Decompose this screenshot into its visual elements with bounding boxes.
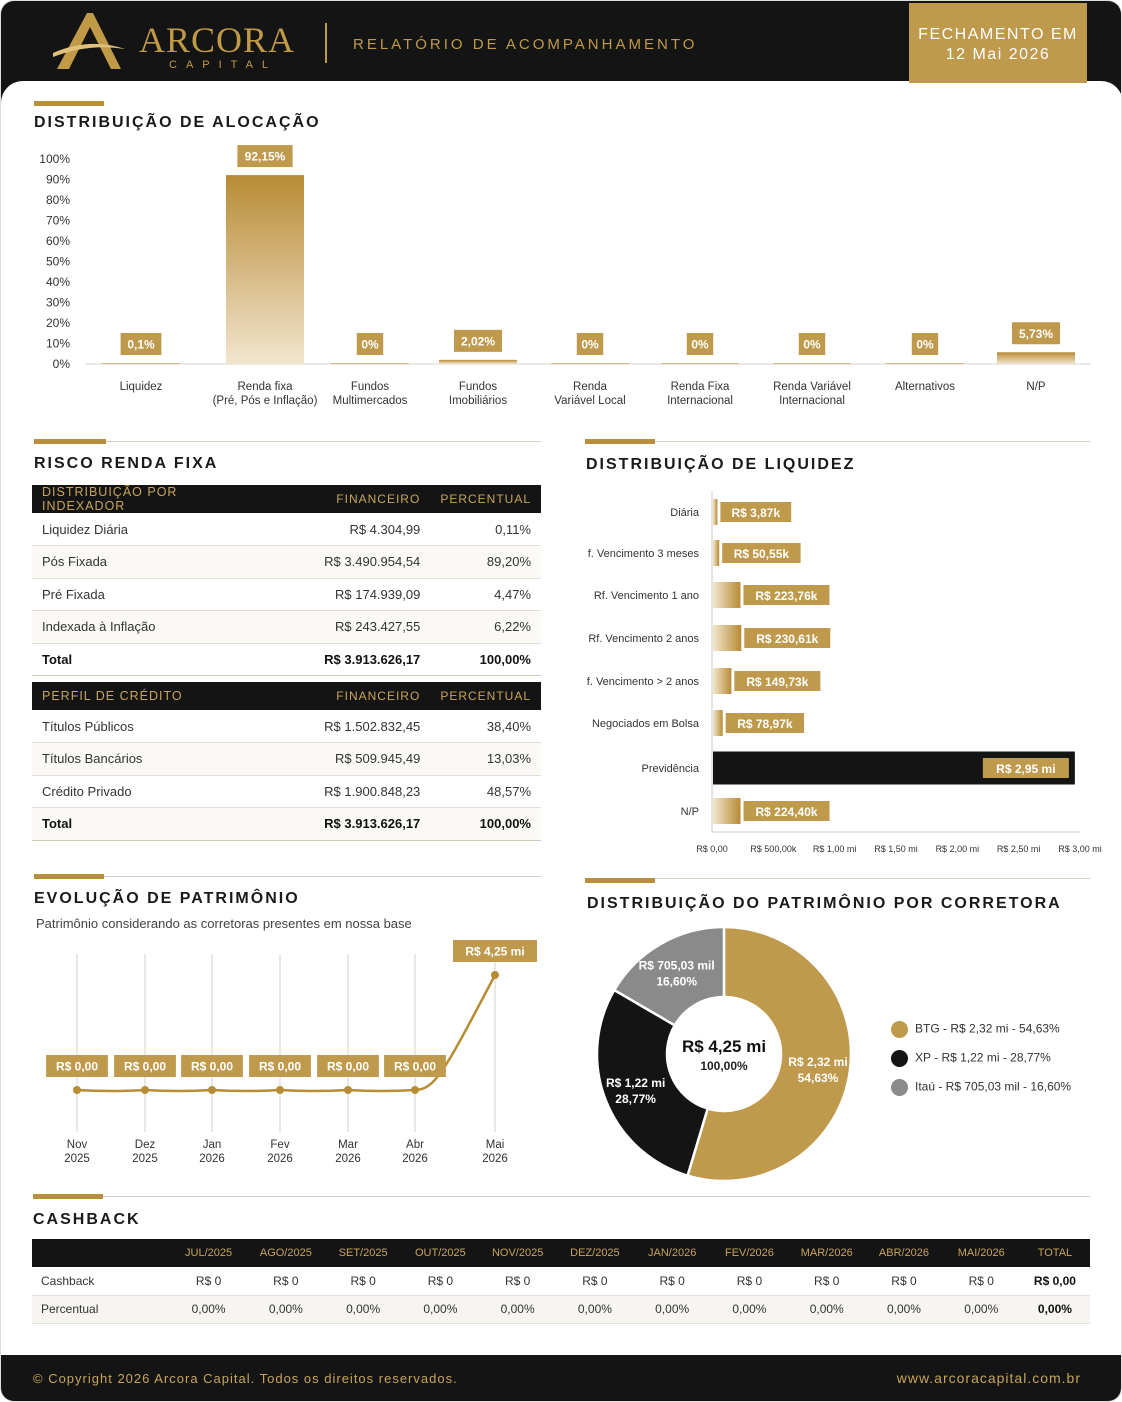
col-header: NOV/2025 <box>479 1239 556 1267</box>
x-tick-label: R$ 3,00 mi <box>1058 844 1102 854</box>
x-tick-label: 2026 <box>267 1153 293 1165</box>
data-label: 0% <box>581 337 599 352</box>
col-header: PERFIL DE CRÉDITO <box>32 682 271 710</box>
cell: R$ 3.913.626,17 <box>271 643 430 676</box>
cell: 38,40% <box>430 710 541 743</box>
table-row <box>32 743 541 776</box>
legend-swatch <box>891 1079 908 1096</box>
legend-label: Itaú - R$ 705,03 mil - 16,60% <box>915 1079 1072 1094</box>
col-header: PERCENTUAL <box>430 682 541 710</box>
arcora-logo-icon <box>49 9 129 73</box>
section-rule <box>106 441 541 442</box>
y-tick-label: 0% <box>52 357 70 371</box>
x-tick-label: Variável Local <box>554 395 626 407</box>
cell: R$ 3.913.626,17 <box>271 808 431 841</box>
data-point <box>73 1086 81 1094</box>
slice-label: 16,60% <box>656 974 698 989</box>
cell: 100,00% <box>430 643 541 676</box>
bar <box>773 363 851 364</box>
bar <box>551 363 629 364</box>
brokers-donut-chart <box>591 919 861 1189</box>
evolution-subtitle: Patrimônio considerando as corretoras presentes em nossa base <box>36 916 412 931</box>
cell: Pré Fixada <box>32 578 271 611</box>
y-tick-label: Negociados em Bolsa <box>591 718 699 730</box>
liquidity-title: DISTRIBUIÇÃO DE LIQUIDEZ <box>586 456 856 473</box>
cell: R$ 1.502.832,45 <box>271 710 431 743</box>
cell: R$ 0 <box>556 1267 633 1295</box>
table-row <box>32 775 541 808</box>
data-label: R$ 230,61k <box>756 632 819 646</box>
x-tick-label: Dez <box>134 1139 156 1151</box>
risk-title: RISCO RENDA FIXA <box>34 455 219 472</box>
y-tick-label: f. Vencimento > 2 anos <box>586 676 699 688</box>
x-tick-label: Renda Variável <box>773 381 851 393</box>
data-label: 0% <box>691 337 709 352</box>
x-tick-label: Renda fixa <box>237 381 293 393</box>
bar <box>886 363 964 364</box>
brand-name: ARCORA <box>139 20 296 60</box>
brand-subtitle: CAPITAL <box>169 59 278 71</box>
data-label: R$ 3,87k <box>731 506 781 520</box>
col-header <box>32 1239 170 1267</box>
table-row <box>32 513 541 546</box>
x-tick-label: R$ 1,50 mi <box>874 844 918 854</box>
cell: 0,00% <box>170 1295 247 1323</box>
data-label: R$ 224,40k <box>755 805 818 819</box>
cell: R$ 0 <box>170 1267 247 1295</box>
cell: Total <box>32 643 271 676</box>
legend-label: XP - R$ 1,22 mi - 28,77% <box>915 1050 1051 1065</box>
data-label: 2,02% <box>460 334 496 349</box>
table-row <box>32 710 541 743</box>
donut-center-value: R$ 4,25 mi <box>681 1037 767 1056</box>
cell: R$ 174.939,09 <box>271 578 430 611</box>
y-tick-label: 30% <box>45 295 70 310</box>
cell: R$ 0 <box>479 1267 556 1295</box>
cell: 0,00% <box>247 1295 324 1323</box>
data-point <box>411 1086 419 1094</box>
col-header: DISTRIBUIÇÃO POR INDEXADOR <box>32 485 271 513</box>
y-tick-label: 70% <box>45 213 70 228</box>
legend-item-btg <box>891 1021 1060 1038</box>
cell: 0,00% <box>402 1295 479 1323</box>
col-header: DEZ/2025 <box>556 1239 633 1267</box>
closing-date-label: FECHAMENTO EM <box>918 26 1078 43</box>
cell: R$ 0 <box>865 1267 942 1295</box>
cell: R$ 0 <box>711 1267 788 1295</box>
cell: 6,22% <box>430 611 541 644</box>
bar <box>997 352 1075 364</box>
cell: R$ 0 <box>943 1267 1020 1295</box>
data-label: 5,73% <box>1018 326 1054 341</box>
col-header: PERCENTUAL <box>430 485 541 513</box>
cell: R$ 4.304,99 <box>271 513 430 546</box>
section-rule <box>103 1196 1090 1197</box>
col-header: FEV/2026 <box>711 1239 788 1267</box>
y-tick-label: 10% <box>45 336 70 351</box>
x-tick-label: Fev <box>270 1139 290 1151</box>
evolution-chart <box>31 936 551 1176</box>
cell: 0,00% <box>943 1295 1020 1323</box>
data-label: 0% <box>803 337 821 352</box>
legend-item-itau <box>891 1079 1071 1096</box>
cell: Total <box>32 808 271 841</box>
section-accent <box>33 1194 103 1199</box>
table-row <box>32 611 541 644</box>
legend-swatch <box>891 1050 908 1067</box>
table-row <box>32 578 541 611</box>
data-label: R$ 0,00 <box>123 1059 167 1074</box>
col-header: JAN/2026 <box>634 1239 711 1267</box>
cell: 0,00% <box>1020 1295 1090 1323</box>
data-label: R$ 50,55k <box>733 547 790 561</box>
data-label: R$ 149,73k <box>746 675 809 689</box>
cell: 48,57% <box>430 775 541 808</box>
data-label: R$ 78,97k <box>737 717 793 731</box>
legend-label: BTG - R$ 2,32 mi - 54,63% <box>915 1021 1060 1036</box>
section-rule <box>655 878 1090 879</box>
x-tick-label: (Pré, Pós e Inflação) <box>212 395 318 407</box>
total-row <box>32 643 541 676</box>
x-tick-label: R$ 1,00 mi <box>812 844 857 854</box>
y-tick-label: 50% <box>45 254 70 269</box>
col-header: MAR/2026 <box>788 1239 865 1267</box>
cell: Indexada à Inflação <box>32 611 271 644</box>
bar <box>331 363 409 364</box>
data-label: R$ 0,00 <box>55 1059 99 1074</box>
col-header: TOTAL <box>1020 1239 1090 1267</box>
x-tick-label: Jan <box>202 1139 222 1151</box>
y-tick-label: Diária <box>670 507 699 519</box>
cell: R$ 243.427,55 <box>271 611 430 644</box>
x-tick-label: R$ 2,00 mi <box>935 844 980 854</box>
indexer-table <box>32 485 541 676</box>
cell: Liquidez Diária <box>32 513 271 546</box>
x-tick-label: 2026 <box>335 1153 361 1165</box>
slice-label: R$ 1,22 mi <box>605 1075 666 1090</box>
section-accent <box>585 439 655 444</box>
report-title: RELATÓRIO DE ACOMPANHAMENTO <box>353 36 698 53</box>
cell: 0,00% <box>711 1295 788 1323</box>
section-accent <box>34 439 106 444</box>
total-row <box>32 808 541 841</box>
table-row <box>32 546 541 579</box>
legend-item-xp <box>891 1050 1051 1067</box>
bar <box>102 363 180 364</box>
slice-label: R$ 2,32 mi <box>788 1054 848 1069</box>
y-tick-label: Previdência <box>641 763 699 775</box>
cell: R$ 0 <box>788 1267 865 1295</box>
closing-date-value: 12 Mai 2026 <box>945 46 1051 63</box>
x-tick-label: 2026 <box>482 1153 508 1165</box>
section-rule <box>655 441 1090 442</box>
cell: 0,00% <box>324 1295 401 1323</box>
slice-label: R$ 705,03 mil <box>638 958 715 973</box>
bar <box>713 710 723 736</box>
data-point <box>276 1086 284 1094</box>
cell: R$ 3.490.954,54 <box>271 546 430 579</box>
data-label: R$ 223,76k <box>755 589 818 603</box>
y-tick-label: Rf. Vencimento 1 ano <box>593 590 699 602</box>
y-tick-label: 90% <box>45 172 70 187</box>
section-accent <box>585 878 655 883</box>
bar <box>661 363 739 364</box>
y-tick-label: f. Vencimento 3 meses <box>587 548 699 560</box>
data-point <box>344 1086 352 1094</box>
table-row <box>32 1267 1090 1295</box>
section-accent <box>34 874 104 879</box>
cell: 100,00% <box>430 808 541 841</box>
x-tick-label: R$ 0,00 <box>696 844 728 854</box>
x-tick-label: Fundos <box>458 381 498 393</box>
cell: 0,00% <box>865 1295 942 1323</box>
table-row <box>32 1295 1090 1323</box>
data-label: R$ 2,95 mi <box>996 762 1056 776</box>
x-tick-label: Multimercados <box>332 395 408 407</box>
data-label: R$ 0,00 <box>393 1059 437 1074</box>
x-tick-label: N/P <box>1026 381 1046 393</box>
x-tick-label: Mai <box>485 1139 505 1151</box>
cell: 89,20% <box>430 546 541 579</box>
cell: Cashback <box>32 1267 170 1295</box>
donut-center-pct: 100,00% <box>700 1059 748 1073</box>
data-point <box>141 1086 149 1094</box>
cell: 0,00% <box>634 1295 711 1323</box>
bar <box>713 798 741 824</box>
x-tick-label: Imobiliários <box>448 395 508 407</box>
x-tick-label: Alternativos <box>894 381 956 393</box>
x-tick-label: 2026 <box>199 1153 225 1165</box>
x-tick-label: Abr <box>406 1139 424 1151</box>
section-rule <box>104 876 541 877</box>
x-tick-label: R$ 2,50 mi <box>996 844 1041 854</box>
cell: R$ 0 <box>247 1267 324 1295</box>
brokers-title: DISTRIBUIÇÃO DO PATRIMÔNIO POR CORRETORA <box>587 895 1062 912</box>
y-tick-label: 80% <box>45 193 70 207</box>
footer-bar <box>1 1355 1122 1402</box>
bar <box>713 625 741 651</box>
cell: Percentual <box>32 1295 170 1323</box>
header-curve <box>1 81 1122 141</box>
x-tick-label: Internacional <box>779 395 845 407</box>
bar <box>713 668 731 694</box>
bar <box>713 582 740 608</box>
x-tick-label: 2026 <box>402 1153 428 1165</box>
cell: 0,00% <box>788 1295 865 1323</box>
cell: R$ 0 <box>324 1267 401 1295</box>
y-tick-label: 40% <box>45 275 70 289</box>
cell: 0,00% <box>479 1295 556 1323</box>
data-label: R$ 0,00 <box>326 1059 370 1074</box>
cell: 13,03% <box>430 743 541 776</box>
slice-label: 28,77% <box>615 1091 656 1106</box>
bar <box>713 540 719 566</box>
x-tick-label: 2025 <box>64 1153 90 1165</box>
y-tick-label: 20% <box>45 316 70 330</box>
evolution-title: EVOLUÇÃO DE PATRIMÔNIO <box>34 890 300 907</box>
cell: R$ 0 <box>634 1267 711 1295</box>
slice-label: 54,63% <box>797 1070 839 1085</box>
data-point <box>208 1086 216 1094</box>
data-label: R$ 4,25 mi <box>465 944 525 959</box>
x-tick-label: Fundos <box>350 381 390 393</box>
x-tick-label: Liquidez <box>119 381 163 393</box>
cell: Títulos Públicos <box>32 710 271 743</box>
credit-table <box>32 682 541 841</box>
col-header: FINANCEIRO <box>271 682 431 710</box>
copyright-text: © Copyright 2026 Arcora Capital. Todos os direitos reservados. <box>33 1371 458 1386</box>
col-header: MAI/2026 <box>943 1239 1020 1267</box>
cell: R$ 0,00 <box>1020 1267 1090 1295</box>
cell: R$ 0 <box>402 1267 479 1295</box>
bar <box>713 499 717 525</box>
closing-date-box <box>909 3 1087 83</box>
col-header: OUT/2025 <box>402 1239 479 1267</box>
y-tick-label: 100% <box>39 152 70 166</box>
data-label: 92,15% <box>244 149 286 164</box>
liquidity-chart <box>561 481 1111 861</box>
legend-swatch <box>891 1021 908 1038</box>
data-label: 0% <box>361 337 379 352</box>
y-tick-label: Rf. Vencimento 2 anos <box>588 633 699 645</box>
data-label: 0,1% <box>127 337 155 352</box>
cell: 0,00% <box>556 1295 633 1323</box>
x-tick-label: Mar <box>338 1139 358 1151</box>
col-header: ABR/2026 <box>865 1239 942 1267</box>
allocation-chart <box>1 141 1122 421</box>
header-divider <box>325 23 327 63</box>
data-label: R$ 0,00 <box>190 1059 234 1074</box>
bar <box>439 360 517 364</box>
cell: R$ 509.945,49 <box>271 743 431 776</box>
col-header: FINANCEIRO <box>271 485 430 513</box>
y-tick-label: 60% <box>45 234 70 248</box>
data-label: 0% <box>916 337 934 352</box>
x-tick-label: Renda Fixa <box>670 381 730 393</box>
cell: 0,11% <box>430 513 541 546</box>
x-tick-label: Nov <box>66 1139 88 1151</box>
cell: Pós Fixada <box>32 546 271 579</box>
x-tick-label: R$ 500,00k <box>750 844 797 854</box>
col-header: SET/2025 <box>324 1239 401 1267</box>
x-tick-label: Renda <box>573 381 607 393</box>
col-header: AGO/2025 <box>247 1239 324 1267</box>
x-tick-label: 2025 <box>132 1153 158 1165</box>
cell: Crédito Privado <box>32 775 271 808</box>
y-tick-label: N/P <box>680 806 699 818</box>
cashback-table <box>32 1239 1090 1324</box>
x-tick-label: Internacional <box>667 395 733 407</box>
data-point <box>491 971 499 979</box>
col-header: JUL/2025 <box>170 1239 247 1267</box>
website-link[interactable]: www.arcoracapital.com.br <box>896 1370 1081 1386</box>
cell: Títulos Bancários <box>32 743 271 776</box>
cell: R$ 1.900.848,23 <box>271 775 431 808</box>
data-label: R$ 0,00 <box>258 1059 302 1074</box>
bar <box>226 175 304 364</box>
cell: 4,47% <box>430 578 541 611</box>
section-accent <box>34 101 104 106</box>
alloc-title: DISTRIBUIÇÃO DE ALOCAÇÃO <box>34 114 321 131</box>
cashback-title: CASHBACK <box>33 1211 141 1228</box>
